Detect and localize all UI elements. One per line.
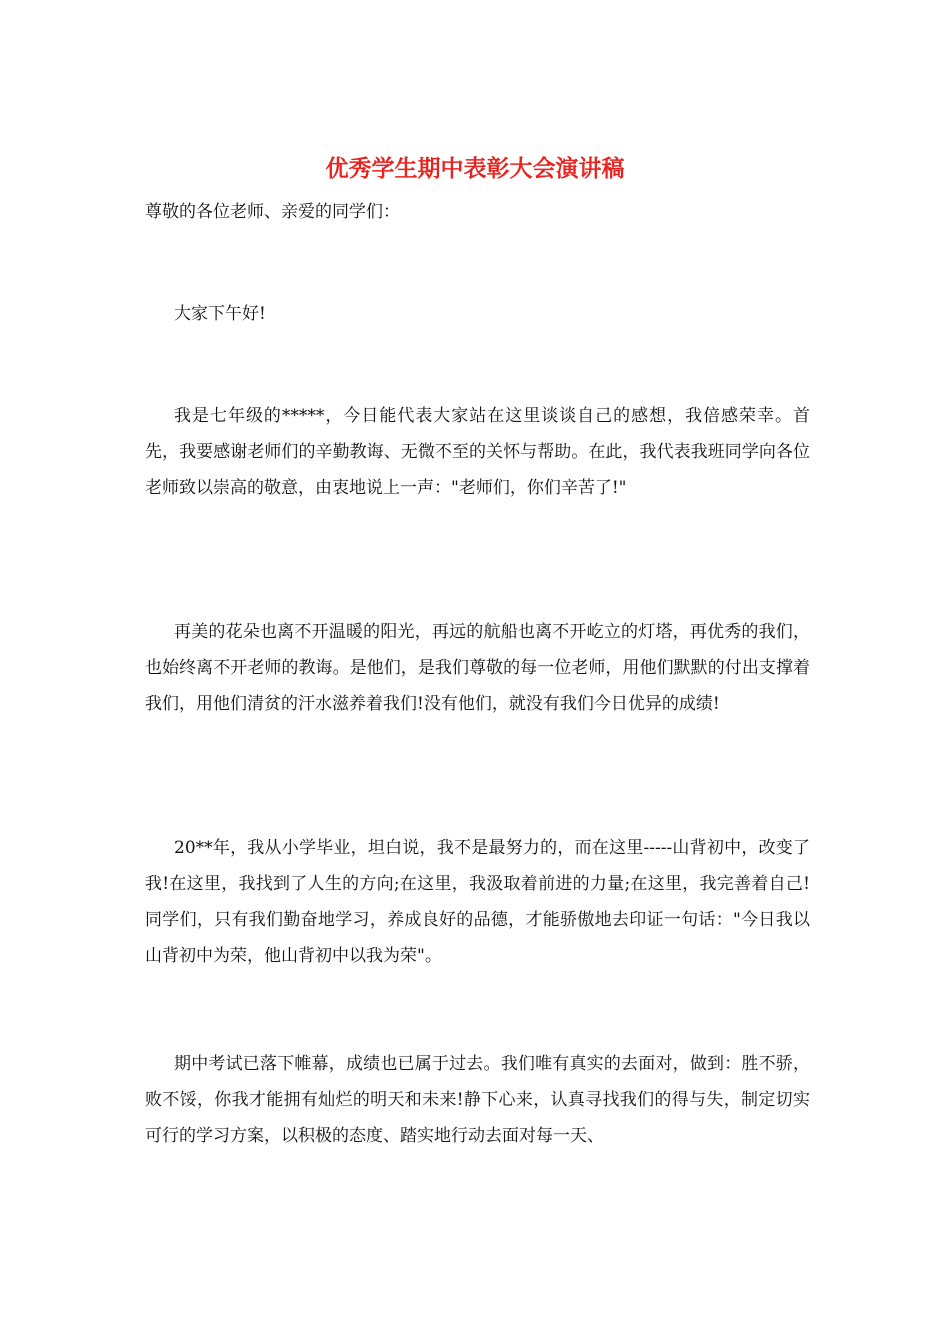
- paragraph-teachers: 再美的花朵也离不开温暖的阳光，再远的航船也离不开屹立的灯塔，再优秀的我们，也始终离不开老师的教诲。是他们，是我们尊敬的每一位老师，用他们默默的付出支撑着我们，用他们清贫的汗水滋养着我们!没有他们，就没有我们今日优异的成绩!: [145, 622, 810, 714]
- paragraph-school: 20**年，我从小学毕业，坦白说，我不是最努力的，而在这里-----山背初中，改变了我!在这里，我找到了人生的方向;在这里，我汲取着前进的力量;在这里，我完善着自己!同学们，只有我们勤奋地学习，养成良好的品德，才能骄傲地去印证一句话："今日我以山背初中为荣，他山背初中以我为荣"。: [145, 838, 810, 966]
- salutation: 尊敬的各位老师、亲爱的同学们：: [145, 202, 400, 222]
- paragraph-exam: 期中考试已落下帷幕，成绩也已属于过去。我们唯有真实的去面对，做到：胜不骄，败不馁，你我才能拥有灿烂的明天和未来!静下心来，认真寻找我们的得与失，制定切实可行的学习方案，以积极的态度、踏实地行动去面对每一天、: [145, 1054, 810, 1146]
- paragraph-introduction: 我是七年级的*****，今日能代表大家站在这里谈谈自己的感想，我倍感荣幸。首先，我要感谢老师们的辛勤教诲、无微不至的关怀与帮助。在此，我代表我班同学向各位老师致以崇高的敬意，由衷地说上一声："老师们，你们辛苦了!": [145, 406, 810, 498]
- document-title: 优秀学生期中表彰大会演讲稿: [325, 155, 625, 182]
- paragraph-greeting: 大家下午好!: [174, 304, 266, 324]
